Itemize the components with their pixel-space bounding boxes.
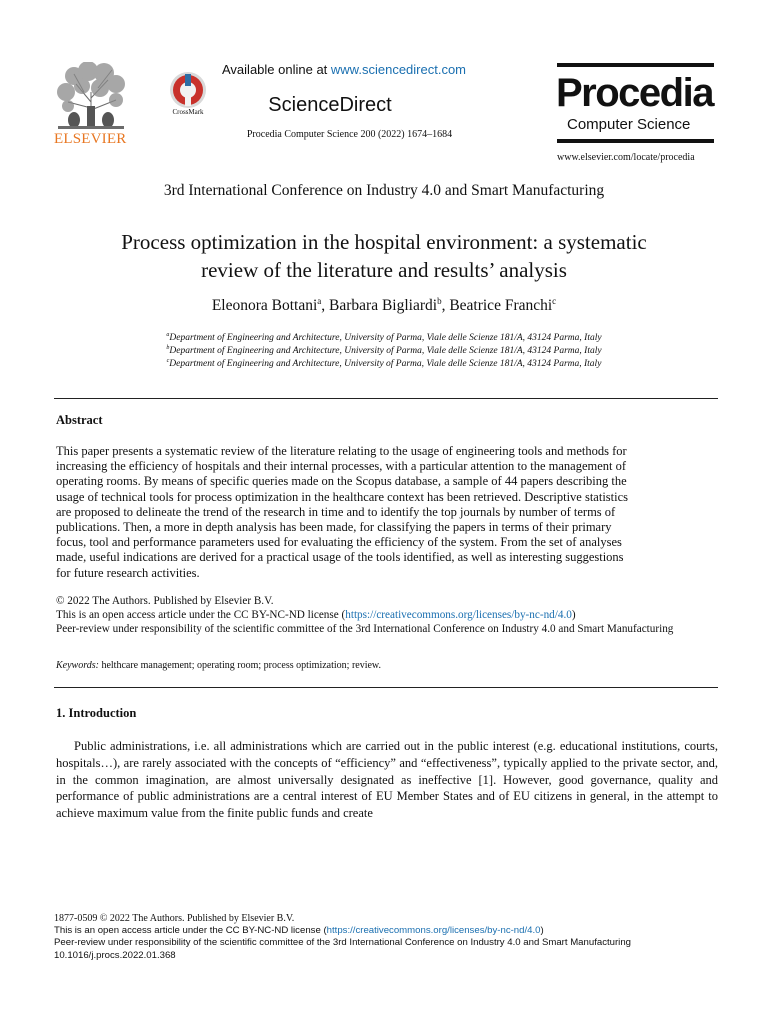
- procedia-title: Procedia: [556, 71, 713, 115]
- affiliation-sup: b: [166, 345, 170, 351]
- author-sup: b: [437, 296, 442, 306]
- affiliation: [0, 345, 768, 356]
- divider: [54, 398, 718, 399]
- abstract-line: are proposed to delineate the trend of the research in time and to identify the top journals by number of terms of: [56, 504, 616, 519]
- affiliation-sup: c: [166, 358, 170, 364]
- issn-line: 1877-0509 © 2022 The Authors. Published by Elsevier B.V.: [54, 913, 295, 924]
- elsevier-tree-logo: [54, 62, 128, 135]
- elsevier-url[interactable]: www.elsevier.com/locate/procedia: [557, 152, 695, 163]
- crossmark-label: CrossMark: [172, 108, 204, 116]
- page-footer: [54, 913, 718, 962]
- footer-license-prefix: This is an open access article under the CC BY-NC-ND license (: [54, 925, 327, 937]
- journal-citation: Procedia Computer Science 200 (2022) 1674–1684: [246, 129, 453, 140]
- elsevier-wordmark: ELSEVIER: [54, 131, 127, 147]
- author-separator: ,: [441, 297, 450, 315]
- footer-license-suffix: ): [540, 925, 544, 937]
- abstract-line: usage of technical tools for process optimization in the healthcare context has been retrieved. Descriptive statistics: [56, 489, 629, 504]
- conference-name: 3rd International Conference on Industry 4.0 and Smart Manufacturing: [163, 182, 605, 199]
- divider: [54, 687, 718, 688]
- abstract-line: publications. Then, a more in depth analysis has been made, for classifying the papers in terms of their primary: [56, 520, 612, 535]
- abstract-line: operating rooms. By means of specific queries made on the Scopus database, a sample of 44 papers describing the: [56, 474, 627, 489]
- author-name: Barbara Bigliardi: [329, 297, 438, 315]
- abstract-heading: Abstract: [56, 413, 103, 427]
- author-list: [0, 296, 768, 315]
- available-prefix: Available online at: [222, 62, 331, 77]
- procedia-subtitle: Computer Science: [567, 116, 691, 133]
- title-line: review of the literature and results’ analysis: [201, 258, 567, 282]
- copyright-line: © 2022 The Authors. Published by Elsevier B.V.: [56, 595, 274, 607]
- footer-peer-review: Peer-review under responsibility of the scientific committee of the 3rd International Conference on Industry 4.0 and Smart Manufacturing: [54, 937, 631, 949]
- procedia-rule-top: [557, 63, 714, 67]
- license-link[interactable]: https://creativecommons.org/licenses/by-nc-nd/4.0: [345, 609, 572, 621]
- footer-license-link[interactable]: https://creativecommons.org/licenses/by-nc-nd/4.0: [326, 925, 541, 937]
- abstract-line: increasing the efficiency of hospitals and their internal processes, with a particular attention to the management of: [56, 459, 627, 474]
- procedia-rule-bottom: [557, 139, 714, 143]
- affiliation-text: Department of Engineering and Architecture, University of Parma, Viale delle Scienze 181/A, 43124 Parma, Italy: [169, 346, 602, 357]
- abstract-line: This paper presents a systematic review of the literature relating to the usage of engineering tools and methods for: [56, 444, 627, 458]
- affiliation: [0, 358, 768, 369]
- affiliation: [0, 332, 768, 343]
- license-prefix: This is an open access article under the CC BY-NC-ND license (: [56, 609, 346, 621]
- introduction-body: Public administrations, i.e. all administrations which are carried out in the public interest (e.g. educational institutions, courts, hospitals…), are rarely associated with the concepts of “efficiency” and “effectiveness”, typically applied to the private sector, and, in the common imagination, are almost universally designated as ineffective [1]. However, good governance, quality and performance of public administrations are a central interest of EU Member States and of EU citizens in general, in the attempt to achieve maximum value from the finite public funds and create: [56, 739, 718, 821]
- available-online: [222, 62, 466, 77]
- copyright-notes: [56, 594, 718, 636]
- abstract-line: focus, tool and performance parameters used for evaluating the efficiency of the system. From the set of analyses: [56, 535, 622, 550]
- abstract-body: [56, 444, 716, 581]
- keywords-label: Keywords:: [56, 660, 99, 671]
- author-name: Eleonora Bottani: [211, 297, 318, 315]
- author-separator: ,: [321, 297, 330, 315]
- sciencedirect-link[interactable]: www.sciencedirect.com: [330, 62, 467, 77]
- keywords-text: helthcare management; operating room; process optimization; review.: [98, 660, 381, 671]
- paper-title: [70, 228, 698, 284]
- affiliation-text: Department of Engineering and Architecture, University of Parma, Viale delle Scienze 181/A, 43124 Parma, Italy: [169, 359, 602, 370]
- license-suffix: ): [571, 609, 576, 621]
- author-sup: c: [552, 296, 557, 306]
- footer-license-line: [54, 925, 718, 937]
- title-line: Process optimization in the hospital environment: a systematic: [121, 230, 647, 254]
- affiliation-text: Department of Engineering and Architecture, University of Parma, Viale delle Scienze 181/A, 43124 Parma, Italy: [169, 333, 602, 344]
- abstract-line: for future research activities.: [56, 565, 200, 580]
- abstract-line: made, useful indications are derived for a practical usage of the tools identified, as well as interesting suggestions: [56, 550, 624, 565]
- author-name: Beatrice Franchi: [449, 297, 553, 315]
- sciencedirect-title: ScienceDirect: [268, 94, 392, 116]
- affiliation-sup: a: [166, 332, 170, 338]
- doi[interactable]: 10.1016/j.procs.2022.01.368: [54, 949, 176, 961]
- author-sup: a: [317, 296, 322, 306]
- keywords: [56, 660, 718, 671]
- license-line: [56, 608, 718, 622]
- peer-review-line: Peer-review under responsibility of the scientific committee of the 3rd International Conference on Industry 4.0 and Smart Manufacturing: [56, 623, 674, 635]
- section-heading: 1. Introduction: [56, 706, 137, 720]
